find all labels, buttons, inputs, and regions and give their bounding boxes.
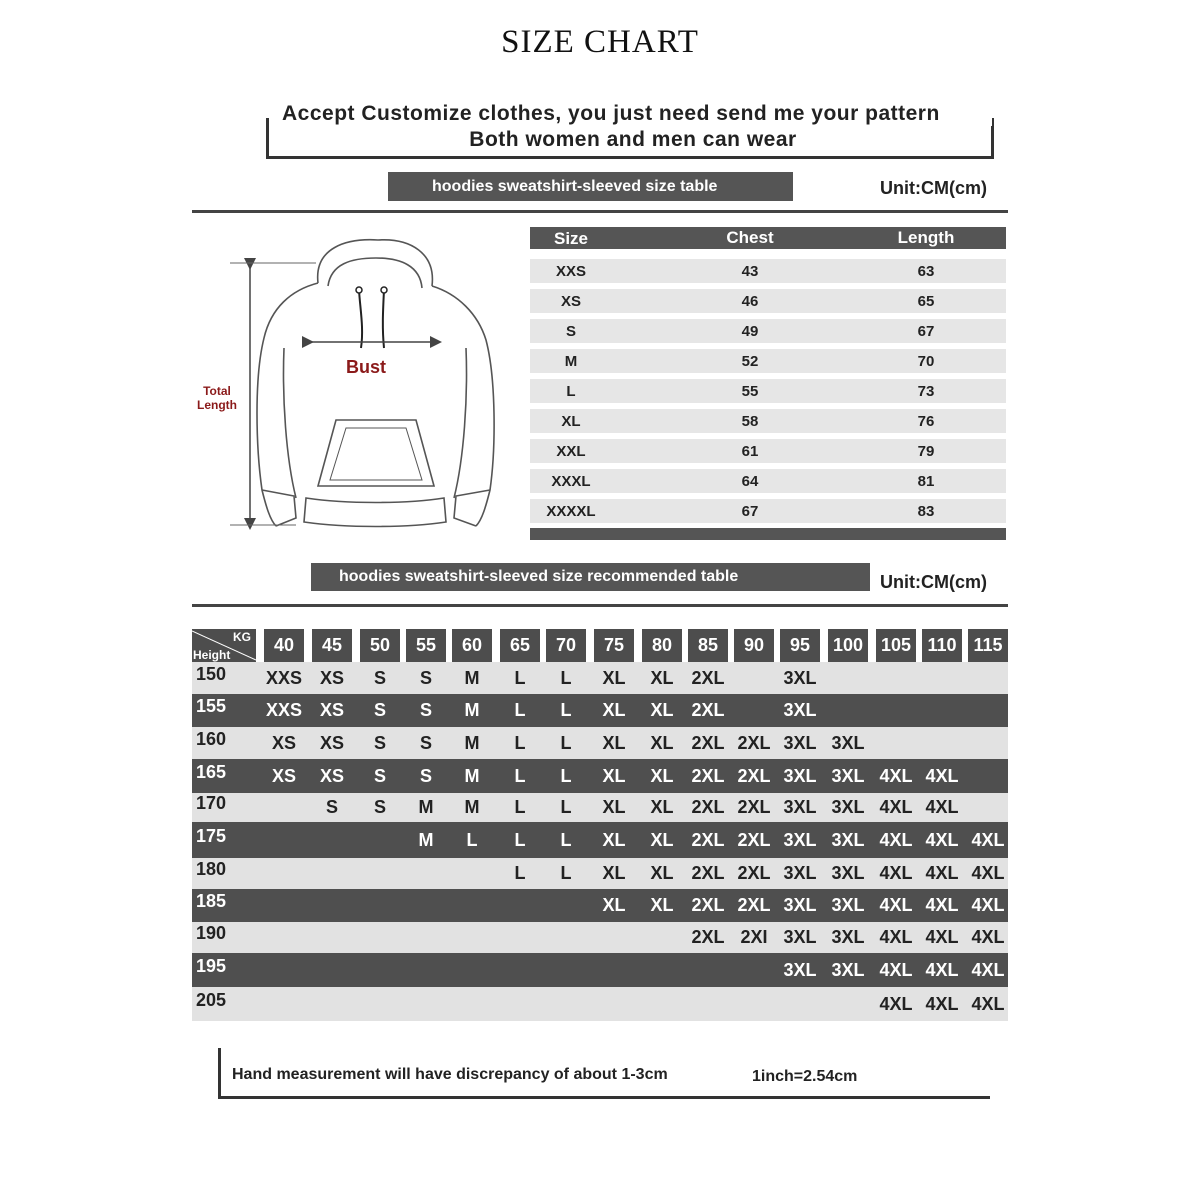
size-recommendation-cell: 3XL xyxy=(783,766,817,786)
height-cell: 155 xyxy=(196,696,227,716)
total-length-label: Total Length xyxy=(197,384,237,412)
kg-header-cell: 85 xyxy=(688,629,728,662)
recommended-table-row xyxy=(192,793,1008,822)
size-recommendation-cell: S xyxy=(325,797,338,817)
size-recommendation-cell: L xyxy=(560,797,572,817)
size-recommendation-cell: XL xyxy=(650,700,674,720)
length-cell: 65 xyxy=(917,293,935,310)
size-recommendation-cell: 4XL xyxy=(879,766,913,786)
size-cell: XS xyxy=(560,293,581,310)
size-recommendation-cell: L xyxy=(514,733,526,753)
size-recommendation-cell: 4XL xyxy=(925,863,959,883)
size-recommendation-cell: 4XL xyxy=(925,766,959,786)
size-cell: S xyxy=(565,323,576,340)
size-recommendation-cell: XL xyxy=(650,863,674,883)
size-recommendation-cell: XL xyxy=(602,797,626,817)
size-cell: M xyxy=(564,353,578,370)
size-recommendation-cell: XL xyxy=(602,766,626,786)
recommended-table-row xyxy=(192,987,1008,1021)
size-recommendation-cell: 3XL xyxy=(783,668,817,688)
size-recommendation-cell: S xyxy=(419,700,432,720)
size-recommendation-cell: 3XL xyxy=(783,733,817,753)
size-recommendation-cell: 3XL xyxy=(783,960,817,980)
size-recommendation-cell: 2XL xyxy=(691,733,725,753)
size-recommendation-cell: S xyxy=(373,700,386,720)
size-cell: XXS xyxy=(555,263,586,280)
chest-cell: 64 xyxy=(741,473,759,490)
size-recommendation-cell: XL xyxy=(602,863,626,883)
chest-cell: 58 xyxy=(741,413,759,430)
recommended-table-row xyxy=(192,822,1008,858)
bust-label: Bust xyxy=(346,357,386,377)
kg-header-cell: 65 xyxy=(500,629,540,662)
size-cell: XL xyxy=(561,413,581,430)
hoodie-diagram xyxy=(196,228,526,538)
recommended-table-row xyxy=(192,662,1008,694)
chest-cell: 49 xyxy=(741,323,759,340)
height-cell: 170 xyxy=(196,793,227,813)
chest-cell: 55 xyxy=(741,383,759,400)
recommended-table-row xyxy=(192,889,1008,922)
size-recommendation-cell: XXS xyxy=(265,700,303,720)
height-cell: 150 xyxy=(196,664,227,684)
size-recommendation-cell: XL xyxy=(602,700,626,720)
kg-header-cell: 75 xyxy=(594,629,634,662)
size-recommendation-cell: 4XL xyxy=(925,830,959,850)
size-recommendation-cell: S xyxy=(373,766,386,786)
size-recommendation-cell: 4XL xyxy=(925,927,959,947)
size-recommendation-cell: 3XL xyxy=(831,766,865,786)
size-recommendation-cell: 3XL xyxy=(831,927,865,947)
size-recommendation-cell: 4XL xyxy=(925,895,959,915)
size-recommendation-cell: 4XL xyxy=(925,994,959,1014)
height-cell: 180 xyxy=(196,859,227,879)
size-recommendation-cell: XXS xyxy=(265,668,303,688)
size-recommendation-cell: M xyxy=(464,668,480,688)
size-recommendation-cell: 4XL xyxy=(879,863,913,883)
banner-line-2: Both women and men can wear xyxy=(469,128,797,151)
size-table-row xyxy=(530,499,1006,523)
size-recommendation-cell: 4XL xyxy=(879,960,913,980)
length-cell: 79 xyxy=(917,443,935,460)
divider xyxy=(192,604,1008,607)
kg-header-cell: 70 xyxy=(546,629,586,662)
chest-cell: 43 xyxy=(741,263,759,280)
size-recommendation-cell: L xyxy=(560,700,572,720)
kg-header-cell: 40 xyxy=(264,629,304,662)
size-recommendation-cell: 3XL xyxy=(831,830,865,850)
size-recommendation-cell: M xyxy=(464,700,480,720)
size-recommendation-cell: S xyxy=(419,668,432,688)
col-chest: Chest xyxy=(726,228,774,247)
size-recommendation-cell: 3XL xyxy=(831,960,865,980)
size-recommendation-cell: 3XL xyxy=(783,895,817,915)
size-recommendation-cell: S xyxy=(373,797,386,817)
size-recommendation-cell: 2XL xyxy=(737,830,771,850)
size-table-row xyxy=(530,469,1006,493)
size-recommendation-cell: L xyxy=(514,797,526,817)
height-cell: 185 xyxy=(196,891,227,911)
kg-header-cell: 55 xyxy=(406,629,446,662)
size-recommendation-cell: L xyxy=(560,830,572,850)
size-table-row xyxy=(530,379,1006,403)
size-recommendation-cell: 4XL xyxy=(879,797,913,817)
col-length: Length xyxy=(897,228,955,247)
kg-header-cell: 115 xyxy=(968,629,1008,662)
chest-cell: 46 xyxy=(741,293,759,310)
size-recommendation-cell: M xyxy=(464,733,480,753)
recommended-table-row xyxy=(192,727,1008,759)
size-recommendation-cell: XL xyxy=(602,895,626,915)
corner-kg: KG xyxy=(233,630,251,644)
size-recommendation-cell: S xyxy=(419,766,432,786)
size-recommendation-cell: XL xyxy=(650,766,674,786)
recommended-table-row xyxy=(192,922,1008,953)
footer-bracket-bottom xyxy=(218,1096,990,1099)
size-cell: XXXL xyxy=(551,473,591,490)
size-recommendation-cell: 4XL xyxy=(879,927,913,947)
kg-header-cell: 90 xyxy=(734,629,774,662)
size-table-row xyxy=(530,439,1006,463)
size-recommendation-cell: 2XL xyxy=(691,830,725,850)
length-cell: 76 xyxy=(917,413,935,430)
size-recommendation-cell: L xyxy=(560,668,572,688)
size-recommendation-cell: 4XL xyxy=(925,960,959,980)
chest-cell: 52 xyxy=(741,353,759,370)
measurement-note: Hand measurement will have discrepancy of about 1-3cm xyxy=(232,1066,668,1083)
size-recommendation-cell: 3XL xyxy=(831,895,865,915)
kg-header-cell: 105 xyxy=(876,629,916,662)
size-table-row xyxy=(530,319,1006,343)
size-recommendation-cell: 2XL xyxy=(691,766,725,786)
size-recommendation-cell: 3XL xyxy=(831,733,865,753)
size-recommendation-cell: XS xyxy=(319,700,344,720)
size-recommendation-cell: 4XL xyxy=(971,830,1005,850)
size-recommendation-cell: XS xyxy=(319,668,344,688)
size-cell: L xyxy=(566,383,576,400)
size-recommendation-cell: L xyxy=(560,733,572,753)
size-recommendation-cell: 4XL xyxy=(879,895,913,915)
size-recommendation-cell: 4XL xyxy=(925,797,959,817)
recommended-table-row xyxy=(192,694,1008,727)
footer-bracket-left xyxy=(218,1048,221,1098)
length-cell: 81 xyxy=(917,473,935,490)
size-recommendation-cell: 2XL xyxy=(691,797,725,817)
corner-height: Height xyxy=(193,648,231,662)
size-recommendation-cell: 3XL xyxy=(783,797,817,817)
chest-cell: 61 xyxy=(741,443,759,460)
chest-cell: 67 xyxy=(741,503,759,520)
size-recommendation-cell: 4XL xyxy=(879,994,913,1014)
size-recommendation-cell: XS xyxy=(271,733,296,753)
recommended-table-row xyxy=(192,858,1008,889)
recommended-table-row xyxy=(192,759,1008,793)
size-recommendation-cell: 2XL xyxy=(737,797,771,817)
kg-header-cell: 45 xyxy=(312,629,352,662)
recommended-table-row xyxy=(192,953,1008,987)
size-recommendation-cell: M xyxy=(464,797,480,817)
size-table-row xyxy=(530,349,1006,373)
size-recommendation-cell: M xyxy=(418,797,434,817)
size-table-row xyxy=(530,409,1006,433)
size-recommendation-cell: 4XL xyxy=(971,960,1005,980)
kg-header-cell: 110 xyxy=(922,629,962,662)
size-recommendation-cell: 2XL xyxy=(691,700,725,720)
recommended-table-unit: Unit:CM(cm) xyxy=(880,572,987,592)
size-recommendation-cell: XL xyxy=(650,895,674,915)
size-recommendation-cell: XL xyxy=(650,830,674,850)
size-recommendation-cell: XS xyxy=(319,766,344,786)
size-recommendation-cell: XL xyxy=(602,733,626,753)
size-recommendation-cell: XS xyxy=(319,733,344,753)
kg-header-cell: 50 xyxy=(360,629,400,662)
kg-header-cell: 60 xyxy=(452,629,492,662)
banner-line-1: Accept Customize clothes, you just need send me your pattern xyxy=(282,102,992,126)
size-recommendation-cell: 2XL xyxy=(737,733,771,753)
size-recommendation-cell: M xyxy=(418,830,434,850)
height-cell: 175 xyxy=(196,826,227,846)
size-recommendation-cell: L xyxy=(514,863,526,883)
size-recommendation-cell: 3XL xyxy=(783,863,817,883)
size-table-row xyxy=(530,289,1006,313)
size-recommendation-cell: L xyxy=(560,863,572,883)
size-recommendation-cell: 4XL xyxy=(971,994,1005,1014)
size-recommendation-cell: 2XL xyxy=(691,863,725,883)
size-recommendation-cell: 2XL xyxy=(737,766,771,786)
height-cell: 160 xyxy=(196,729,227,749)
height-cell: 205 xyxy=(196,990,227,1010)
size-recommendation-cell: XL xyxy=(650,797,674,817)
size-recommendation-cell: 2XL xyxy=(737,895,771,915)
size-recommendation-cell: 4XL xyxy=(971,927,1005,947)
size-table-heading: hoodies sweatshirt-sleeved size table xyxy=(388,172,793,201)
kg-header-cell: 80 xyxy=(642,629,682,662)
height-cell: 190 xyxy=(196,923,227,943)
divider xyxy=(192,210,1008,213)
size-recommendation-cell: L xyxy=(514,766,526,786)
size-recommendation-cell: 3XL xyxy=(831,863,865,883)
size-recommendation-cell: L xyxy=(514,830,526,850)
size-recommendation-cell: XL xyxy=(602,668,626,688)
recommended-table-heading: hoodies sweatshirt-sleeved size recommended table xyxy=(311,563,870,591)
size-recommendation-cell: S xyxy=(419,733,432,753)
size-recommendation-cell: 2XL xyxy=(691,668,725,688)
col-size: Size xyxy=(553,229,589,248)
size-table-row xyxy=(530,259,1006,283)
size-recommendation-cell: XL xyxy=(650,668,674,688)
size-recommendation-cell: L xyxy=(514,700,526,720)
size-recommendation-cell: L xyxy=(466,830,478,850)
size-recommendation-cell: 3XL xyxy=(783,830,817,850)
page-title: SIZE CHART xyxy=(501,24,699,60)
size-recommendation-cell: L xyxy=(560,766,572,786)
size-recommendation-cell: L xyxy=(514,668,526,688)
length-cell: 73 xyxy=(917,383,935,400)
size-recommendation-cell: XL xyxy=(602,830,626,850)
size-recommendation-cell: 3XL xyxy=(783,700,817,720)
size-recommendation-cell: XS xyxy=(271,766,296,786)
size-recommendation-cell: 4XL xyxy=(879,830,913,850)
height-cell: 165 xyxy=(196,762,227,782)
size-recommendation-cell: 3XL xyxy=(831,797,865,817)
height-cell: 195 xyxy=(196,956,227,976)
size-recommendation-cell: 2XL xyxy=(691,927,725,947)
size-table-footer-bar xyxy=(530,528,1006,540)
length-cell: 63 xyxy=(917,263,935,280)
size-recommendation-cell: S xyxy=(373,733,386,753)
size-recommendation-cell: 2XL xyxy=(737,863,771,883)
kg-header-cell: 95 xyxy=(780,629,820,662)
size-cell: XXXXL xyxy=(546,503,596,520)
size-recommendation-cell: S xyxy=(373,668,386,688)
size-recommendation-cell: XL xyxy=(650,733,674,753)
size-recommendation-cell: 3XL xyxy=(783,927,817,947)
size-recommendation-cell: 2XI xyxy=(740,927,768,947)
inch-conversion: 1inch=2.54cm xyxy=(752,1068,858,1085)
length-cell: 67 xyxy=(917,323,935,340)
size-recommendation-cell: M xyxy=(464,766,480,786)
length-cell: 83 xyxy=(917,503,935,520)
size-table-header xyxy=(530,227,1006,249)
size-table-unit: Unit:CM(cm) xyxy=(880,178,987,198)
size-recommendation-cell: 2XL xyxy=(691,895,725,915)
size-cell: XXL xyxy=(556,443,586,460)
size-recommendation-cell: 4XL xyxy=(971,895,1005,915)
kg-header-cell: 100 xyxy=(828,629,868,662)
length-cell: 70 xyxy=(917,353,935,370)
size-recommendation-cell: 4XL xyxy=(971,863,1005,883)
